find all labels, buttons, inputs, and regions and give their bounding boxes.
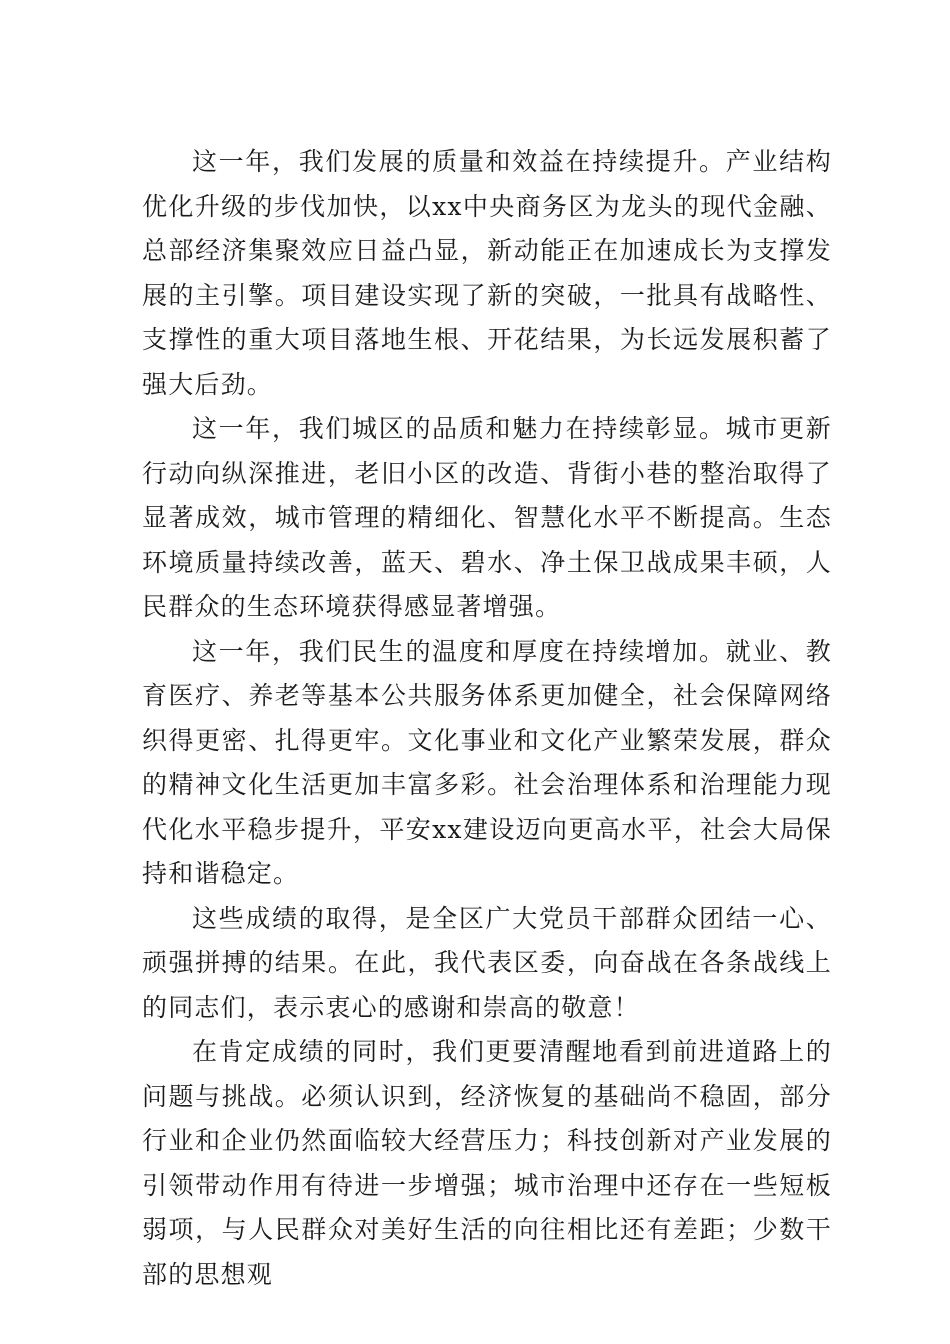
- paragraph-development: 这一年，我们发展的质量和效益在持续提升。产业结构优化升级的步伐加快，以xx中央商务区为龙头的现代金融、总部经济集聚效应日益凸显，新动能正在加速成长为支撑发展的主引擎。项目建设实现了新的突破，一批具有战略性、支撑性的重大项目落地生根、开花结果，为长远发展积蓄了强大后劲。: [142, 147, 832, 399]
- paragraph-gratitude: 这些成绩的取得，是全区广大党员干部群众团结一心、顽强拼搏的结果。在此，我代表区委，向奋战在各条战线上的同志们，表示衷心的感谢和崇高的敬意！: [142, 903, 832, 1022]
- document-body: [142, 140, 832, 1297]
- paragraph-challenges: 在肯定成绩的同时，我们更要清醒地看到前进道路上的问题与挑战。必须认识到，经济恢复的基础尚不稳固，部分行业和企业仍然面临较大经营压力；科技创新对产业发展的引领带动作用有待进一步增强；城市治理中还存在一些短板弱项，与人民群众对美好生活的向往相比还有差距；少数干部的思想观: [142, 1037, 832, 1289]
- paragraph-urban-quality: 这一年，我们城区的品质和魅力在持续彰显。城市更新行动向纵深推进，老旧小区的改造、背街小巷的整治取得了显著成效，城市管理的精细化、智慧化水平不断提高。生态环境质量持续改善，蓝天、碧水、净土保卫战成果丰硕，人民群众的生态环境获得感显著增强。: [142, 414, 832, 621]
- paragraph-livelihood: 这一年，我们民生的温度和厚度在持续增加。就业、教育医疗、养老等基本公共服务体系更加健全，社会保障网络织得更密、扎得更牢。文化事业和文化产业繁荣发展，群众的精神文化生活更加丰富多彩。社会治理体系和治理能力现代化水平稳步提升，平安xx建设迈向更高水平，社会大局保持和谐稳定。: [142, 636, 832, 888]
